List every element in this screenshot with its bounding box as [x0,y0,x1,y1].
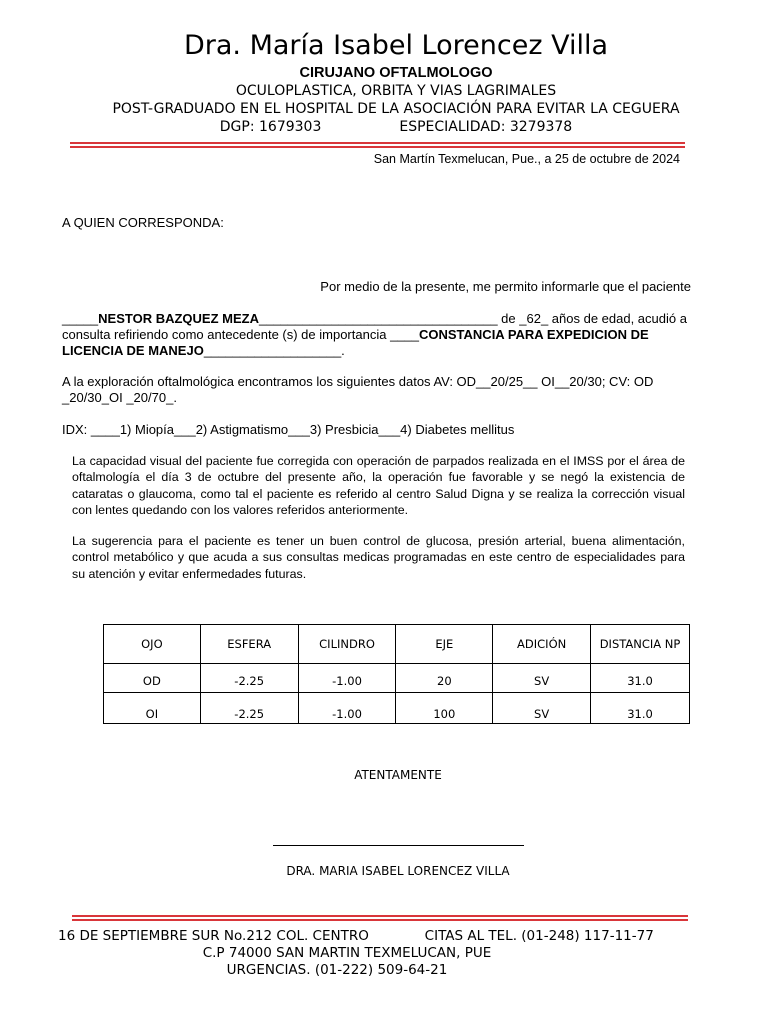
table-cell: 31.0 [591,664,690,693]
table-header-cell: OJO [104,625,201,664]
table-cell: SV [493,664,591,693]
table-row [104,664,690,693]
exploration-paragraph: A la exploración oftalmológica encontramos los siguientes datos AV: OD__20/25__ OI__20/30; CV: OD _20/30_OI _20/70_. [62,374,654,405]
table-header-cell: CILINDRO [298,625,396,664]
license-numbers [0,119,768,135]
doctor-name: Dra. María Isabel Lorencez Villa [183,30,609,61]
table-header-cell: DISTANCIA NP [591,625,690,664]
subspecialty: OCULOPLASTICA, ORBITA Y VIAS LAGRIMALES [235,83,557,99]
table-cell: 20 [396,664,493,693]
intro-line: Por medio de la presente, me permito informarle que el paciente [320,279,691,294]
table-cell: OI [104,693,201,724]
footer-urgencias: URGENCIAS. (01-222) 509-64-21 [226,962,448,978]
table-cell: SV [493,693,591,724]
patient-details: _________________________________ de _62_ años de edad, acudió a consulta refiriendo como antecedente (s) de importancia ____ [62,311,687,342]
table-cell: -1.00 [298,664,396,693]
footer-phone: CITAS AL TEL. (01-248) 117-11-77 [424,928,654,944]
table-cell: -2.25 [200,693,298,724]
table-cell: -1.00 [298,693,396,724]
dgp-number: DGP: 1679303 [219,119,322,135]
patient-name: NESTOR BAZQUEZ MEZA [98,311,259,326]
body-paragraph-1: La capacidad visual del paciente fue corregida con operación de parpados realizada en el IMSS por el área de oftalmología el día 3 de octubre del presente año, la operación fue favorable y se negó la existencia de cataratas o glaucoma, como tal el paciente es referido al centro Salud Digna y se realiza la corrección visual con lentes quedando con los valores referidos anteriormente. [72,454,685,517]
table-cell: -2.25 [200,664,298,693]
footer-address-line [58,928,654,944]
especialidad-number: ESPECIALIDAD: 3279378 [399,119,573,135]
greeting: A QUIEN CORRESPONDA: [62,215,224,230]
patient-prefix: _____ [62,311,99,326]
table-header-row [104,625,690,664]
date-line: San Martín Texmelucan, Pue., a 25 de octubre de 2024 [373,152,680,166]
diagnosis-line: IDX: ____1) Miopía___2) Astigmatismo___3) Presbicia___4) Diabetes mellitus [62,422,515,437]
prescription-table [103,624,690,724]
footer-city: C.P 74000 SAN MARTIN TEXMELUCAN, PUE [202,945,492,961]
consult-motive: CONSTANCIA PARA EXPEDICION DE LICENCIA DE MANEJO [62,327,649,358]
table-cell: OD [104,664,201,693]
footer-divider-top [72,915,688,917]
postgrad-line: POST-GRADUADO EN EL HOSPITAL DE LA ASOCIACIÓN PARA EVITAR LA CEGUERA [112,101,680,117]
table-header-cell: ESFERA [200,625,298,664]
table-header-cell: EJE [396,625,493,664]
table-cell: 31.0 [591,693,690,724]
patient-suffix: ___________________. [203,343,345,358]
footer-divider-bottom [72,919,688,921]
signature-name: DRA. MARIA ISABEL LORENCEZ VILLA [286,864,510,878]
table-row [104,693,690,724]
specialty-title: CIRUJANO OFTALMOLOGO [299,65,493,81]
signature-line [273,845,524,846]
body-paragraph-2: La sugerencia para el paciente es tener un buen control de glucosa, presión arterial, buena alimentación, control metabólico y que acuda a sus consultas medicas programadas en este centro de especialidades para su atención y evitar enfermedades futuras. [72,534,685,581]
patient-paragraph [62,311,691,359]
table-cell: 100 [396,693,493,724]
table-header-cell: ADICIÓN [493,625,591,664]
header-divider-bottom [70,146,685,148]
header-divider-top [70,142,685,144]
closing: ATENTAMENTE [354,768,442,782]
footer-address: 16 DE SEPTIEMBRE SUR No.212 COL. CENTRO [58,928,369,944]
